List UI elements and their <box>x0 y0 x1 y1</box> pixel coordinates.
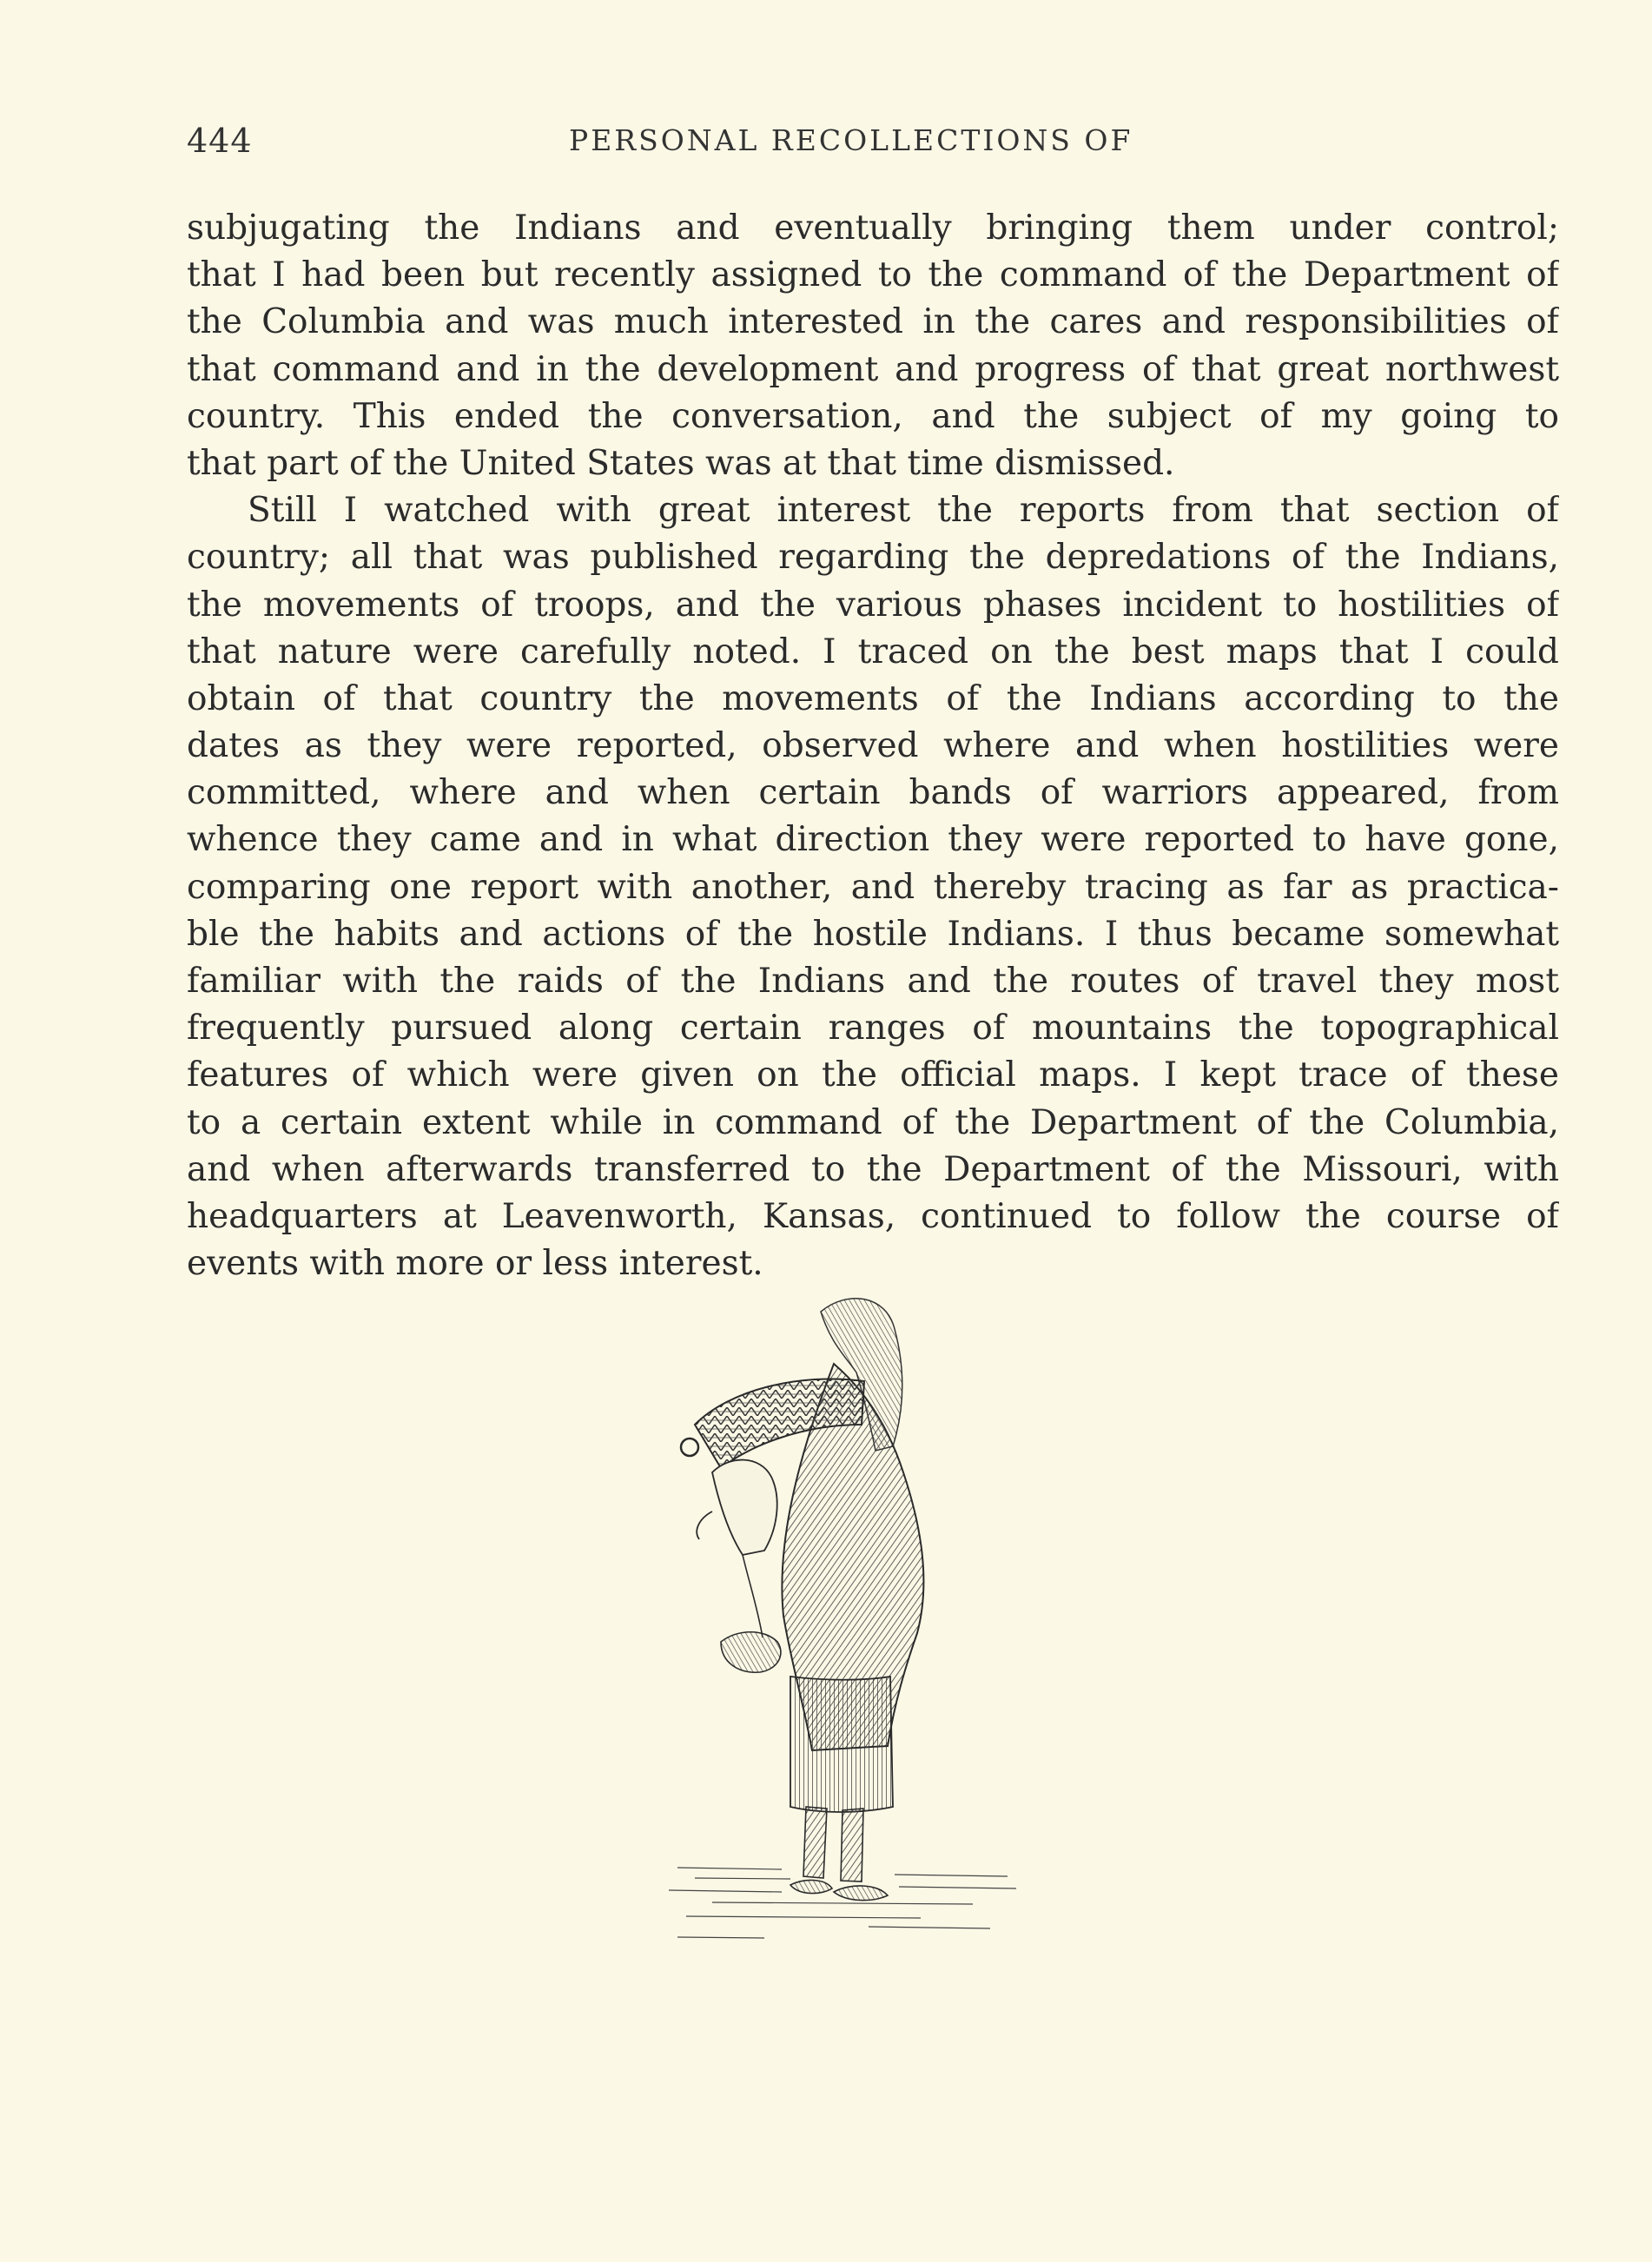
bundle <box>721 1632 781 1672</box>
text-line: subjugating the Indians and eventually bringing them under control; <box>187 208 1559 248</box>
text-line: whence they came and in what direction they were reported to have gone, <box>187 820 1559 860</box>
text-line: frequently pursued along certain ranges of mountains the topographical <box>187 1009 1559 1048</box>
baby <box>712 1460 777 1555</box>
text-line: country; all that was published regarding the depredations of the Indians, <box>187 538 1559 578</box>
text-line: and when afterwards transferred to the Department of the Missouri, with <box>187 1149 1559 1189</box>
feet <box>790 1880 888 1900</box>
text-line: to a certain extent while in command of the Department of the Columbia, <box>187 1102 1559 1142</box>
text-line: country. This ended the conversation, and the subject of my going to <box>187 396 1559 436</box>
text-line: that I had been but recently assigned to the command of the Department of <box>187 255 1559 295</box>
text-line: that nature were carefully noted. I traced on the best maps that I could <box>187 632 1559 671</box>
text-line: committed, where and when certain bands of warriors appeared, from <box>187 773 1559 813</box>
running-head <box>187 122 1559 174</box>
text-line: comparing one report with another, and thereby tracing as far as practica- <box>187 867 1559 907</box>
text-line: that part of the United States was at that time dismissed. <box>187 443 1175 483</box>
text-line: Still I watched with great interest the reports from that section of <box>248 491 1559 531</box>
skirt <box>790 1677 893 1812</box>
text-line: ble the habits and actions of the hostile Indians. I thus became somewhat <box>187 914 1559 954</box>
illustration-indian-child-with-baby <box>660 1294 1025 1963</box>
text-line: the movements of troops, and the various phases incident to hostilities of <box>187 585 1559 625</box>
text-line: familiar with the raids of the Indians and the routes of travel they most <box>187 962 1559 1001</box>
text-line: that command and in the development and progress of that great northwest <box>187 349 1559 389</box>
text-line: dates as they were reported, observed where and when hostilities were <box>187 726 1559 766</box>
text-line: features of which were given on the official maps. I kept trace of these <box>187 1055 1559 1095</box>
page-number: 444 <box>187 122 253 160</box>
text-line: obtain of that country the movements of the Indians according to the <box>187 678 1559 718</box>
text-line: events with more or less interest. <box>187 1244 763 1284</box>
text-line: headquarters at Leavenworth, Kansas, continued to follow the course of <box>187 1196 1559 1236</box>
paragraph-1 <box>187 205 1559 487</box>
body-text <box>187 205 1559 1287</box>
text-line: the Columbia and was much interested in the cares and responsibilities of <box>187 302 1559 342</box>
running-title: PERSONAL RECOLLECTIONS OF <box>569 123 1133 157</box>
paragraph-2 <box>187 487 1559 1287</box>
legs <box>803 1807 863 1882</box>
basket-ring <box>681 1439 698 1456</box>
